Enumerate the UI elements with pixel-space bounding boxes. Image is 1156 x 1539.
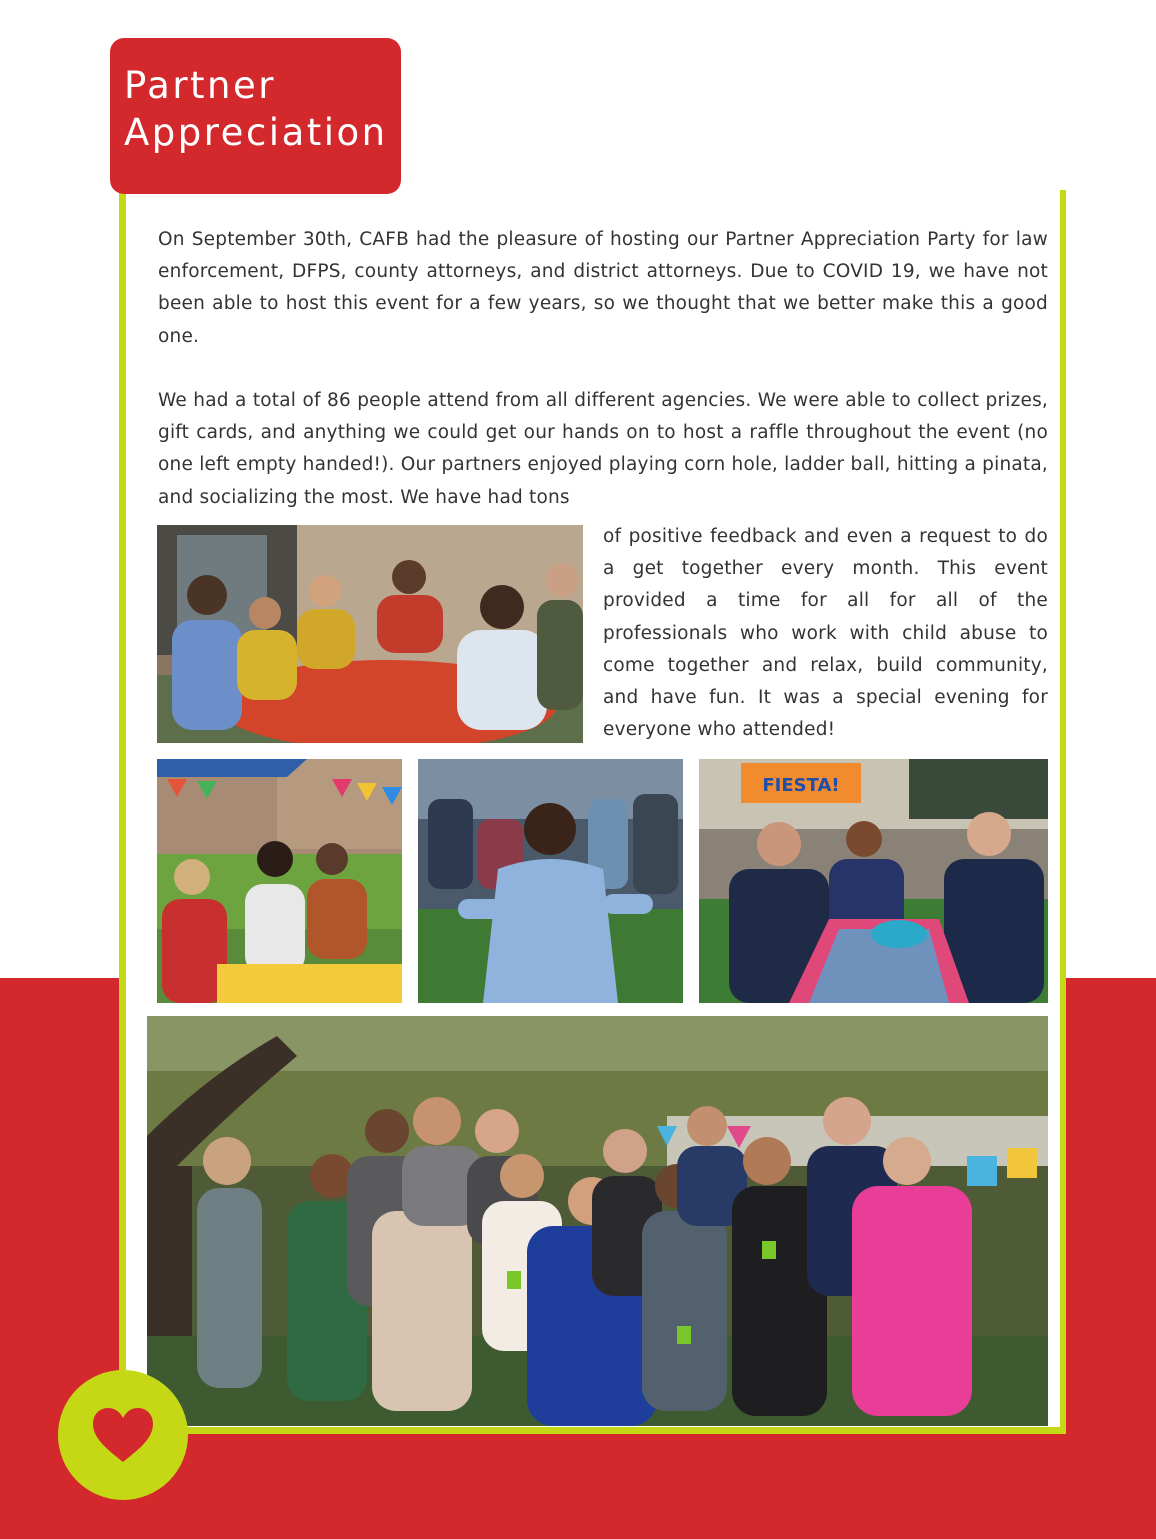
heart-icon	[91, 1406, 155, 1464]
photo-officers-table	[699, 759, 1048, 1003]
photo-woman-dancing	[418, 759, 683, 1003]
page-title-line-2: Appreciation	[124, 111, 388, 154]
fiesta-banner-text: FIESTA!	[762, 775, 840, 796]
photo-group-portrait	[147, 1016, 1048, 1426]
page-title-line-1: Partner	[124, 64, 276, 107]
article-paragraph-3: of positive feedback and even a request to do a get together every month. This event provided a time for all for all of the professionals who work with child abuse to come together and relax, build community, and have fun. It was a special evening for everyone who attended!	[603, 526, 1048, 741]
article-paragraph-1: On September 30th, CAFB had the pleasure of hosting our Partner Appreciation Party for law enforcement, DFPS, county attorneys, and district attorneys. Due to COVID 19, we have not been able to host this event for a few years, so we thought that we better make this a good one.	[158, 229, 1048, 347]
heart-badge	[58, 1370, 188, 1500]
photo-lawn-seated	[157, 759, 402, 1003]
title-box	[110, 38, 401, 194]
photo-table-group	[157, 525, 583, 743]
article-paragraph-2: We had a total of 86 people attend from all different agencies. We were able to collect prizes, gift cards, and anything we could get our hands on to host a raffle throughout the event (no one left empty handed!). Our partners enjoyed playing corn hole, ladder ball, hitting a pinata, and socializing the most. We have had tons	[158, 390, 1048, 508]
